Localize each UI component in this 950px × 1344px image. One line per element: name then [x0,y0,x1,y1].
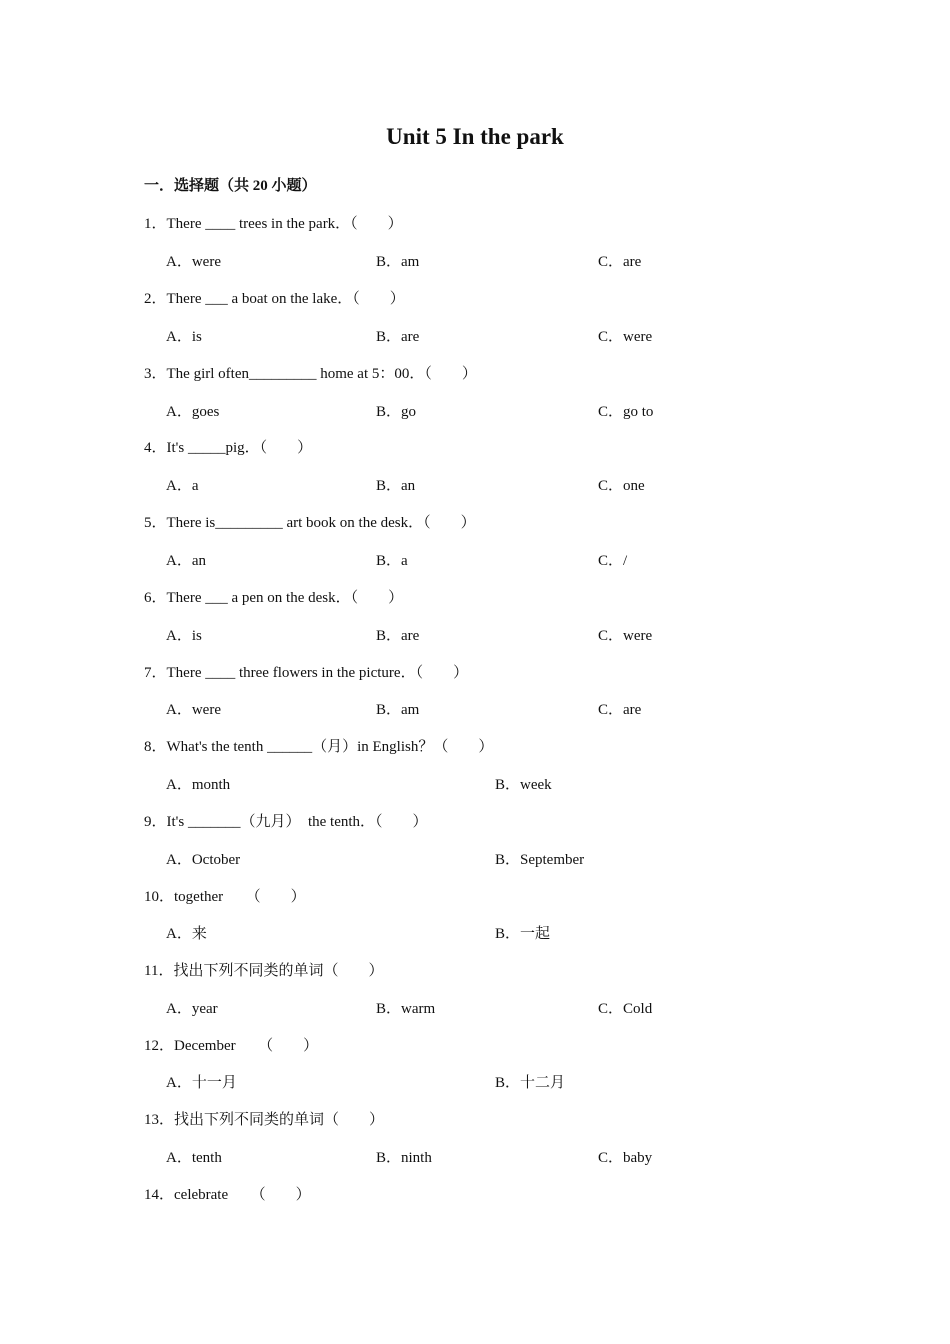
option-c: C．are [598,702,642,718]
option-b: B．are [376,329,420,345]
option-a: A．were [166,702,221,718]
question-3: 3．The girl often_________ home at 5：00．（ ） [144,366,477,382]
option-b: B．ninth [376,1150,432,1166]
question-1: 1．There ____ trees in the park．（ ） [144,216,403,232]
option-a: A．a [166,478,199,494]
option-b: B．warm [376,1001,436,1017]
question-12: 12．December （ ） [144,1038,319,1054]
option-c: C．were [598,329,653,345]
option-c: C．baby [598,1150,653,1166]
option-a: A．October [166,852,241,868]
question-13: 13．找出下列不同类的单词（ ） [144,1112,385,1128]
option-a: A．is [166,329,202,345]
option-c: C．were [598,628,653,644]
question-14: 14．celebrate （ ） [144,1187,311,1203]
option-a: A．来 [166,926,207,942]
option-b: B．一起 [495,926,551,942]
option-c: C．/ [598,553,628,569]
option-a: A．is [166,628,202,644]
option-b: B．am [376,702,420,718]
option-b: B．am [376,254,420,270]
option-a: A．month [166,777,231,793]
page-title: Unit 5 In the park [386,124,564,149]
option-b: B．September [495,852,585,868]
option-c: C．Cold [598,1001,653,1017]
option-a: A．year [166,1001,218,1017]
option-a: A．an [166,553,207,569]
question-7: 7．There ____ three flowers in the picture．（ ） [144,665,469,681]
option-b: B．week [495,777,552,793]
option-b: B．go [376,404,417,420]
option-c: C．go to [598,404,654,420]
option-a: A．were [166,254,221,270]
option-a: A．goes [166,404,220,420]
option-b: B．an [376,478,416,494]
question-11: 11．找出下列不同类的单词（ ） [144,963,384,979]
question-8: 8．What's the tenth ______（月）in English？（ ） [144,739,494,755]
option-b: B．十二月 [495,1075,566,1091]
question-9: 9．It's _______（九月） the tenth．（ ） [144,814,428,830]
option-a: A．tenth [166,1150,222,1166]
question-5: 5．There is_________ art book on the desk．（ ） [144,515,476,531]
option-c: C．are [598,254,642,270]
option-c: C．one [598,478,645,494]
question-10: 10．together （ ） [144,889,306,905]
option-a: A．十一月 [166,1075,237,1091]
question-2: 2．There ___ a boat on the lake．（ ） [144,291,405,307]
question-4: 4．It's _____pig．（ ） [144,440,313,456]
section-heading: 一．选择题（共 20 小题） [144,178,317,194]
option-b: B．are [376,628,420,644]
option-b: B．a [376,553,408,569]
question-6: 6．There ___ a pen on the desk．（ ） [144,590,404,606]
